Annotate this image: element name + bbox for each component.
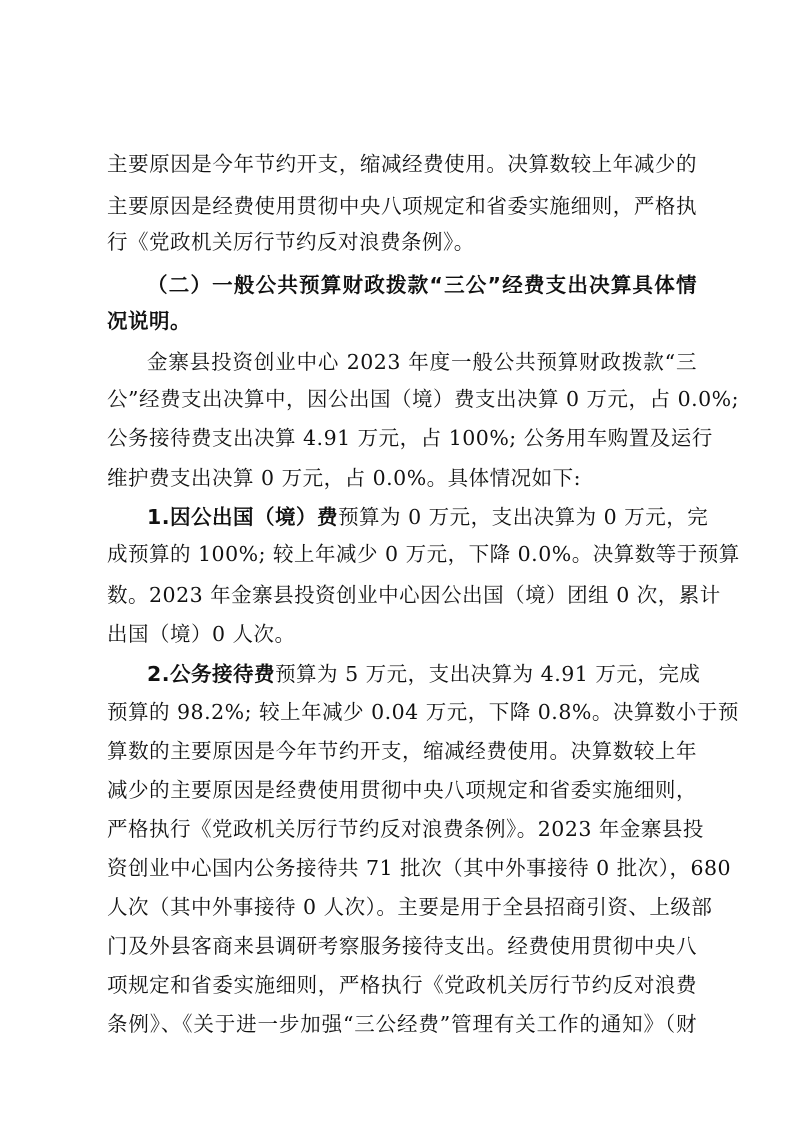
paragraph-line: 减少的主要原因是经费使用贯彻中央八项规定和省委实施细则， xyxy=(107,778,697,802)
paragraph-line: 公务接待费支出决算 4.91 万元，占 100%; 公务用车购置及运行 xyxy=(107,426,713,450)
subheading: 2.公务接待费 xyxy=(147,662,276,686)
paragraph-text: 预算为 0 万元，支出决算为 0 万元，完 xyxy=(338,505,709,529)
paragraph-line: 门及外县客商来县调研考察服务接待支出。经费使用贯彻中央八 xyxy=(107,934,697,958)
paragraph-line: 公”经费支出决算中，因公出国（境）费支出决算 0 万元，占 0.0%; xyxy=(107,387,740,411)
paragraph-text: 预算为 5 万元，支出决算为 4.91 万元，完成 xyxy=(275,662,701,686)
paragraph-line: 资创业中心国内公务接待共 71 批次（其中外事接待 0 批次），680 xyxy=(107,856,732,880)
paragraph-line: 预算的 98.2%; 较上年减少 0.04 万元，下降 0.8%。决算数小于预 xyxy=(107,700,739,724)
paragraph-line: 项规定和省委实施细则，严格执行《党政机关厉行节约反对浪费 xyxy=(107,973,697,997)
paragraph-line: 维护费支出决算 0 万元，占 0.0%。具体情况如下: xyxy=(107,466,582,490)
paragraph-line: 算数的主要原因是今年节约开支，缩减经费使用。决算数较上年 xyxy=(107,739,697,763)
paragraph-line: 严格执行《党政机关厉行节约反对浪费条例》。2023 年金寨县投 xyxy=(107,817,704,841)
paragraph-line xyxy=(147,657,701,691)
subheading: 1.因公出国（境）费 xyxy=(147,505,339,529)
paragraph-line: 主要原因是今年节约开支，缩减经费使用。决算数较上年减少的 xyxy=(107,152,697,176)
paragraph-line: 数。2023 年金寨县投资创业中心因公出国（境）团组 0 次，累计 xyxy=(107,583,721,607)
paragraph-line: 出国（境）0 人次。 xyxy=(107,622,296,646)
paragraph-line: 主要原因是经费使用贯彻中央八项规定和省委实施细则，严格执 xyxy=(107,194,697,218)
paragraph-line: 条例》、《关于进一步加强“三公经费”管理有关工作的通知》（财 xyxy=(107,1012,697,1036)
paragraph-line: 人次（其中外事接待 0 人次）。主要是用于全县招商引资、上级部 xyxy=(107,895,713,919)
paragraph-line: 行《党政机关厉行节约反对浪费条例》。 xyxy=(107,230,475,254)
section-heading: （二）一般公共预算财政拨款“三公”经费支出决算具体情 xyxy=(147,273,697,297)
paragraph-line: 金寨县投资创业中心 2023 年度一般公共预算财政拨款“三 xyxy=(147,350,697,374)
paragraph-line: 成预算的 100%; 较上年减少 0 万元，下降 0.0%。决算数等于预算 xyxy=(107,542,740,566)
section-heading: 况说明。 xyxy=(107,309,191,333)
paragraph-line xyxy=(147,500,709,534)
